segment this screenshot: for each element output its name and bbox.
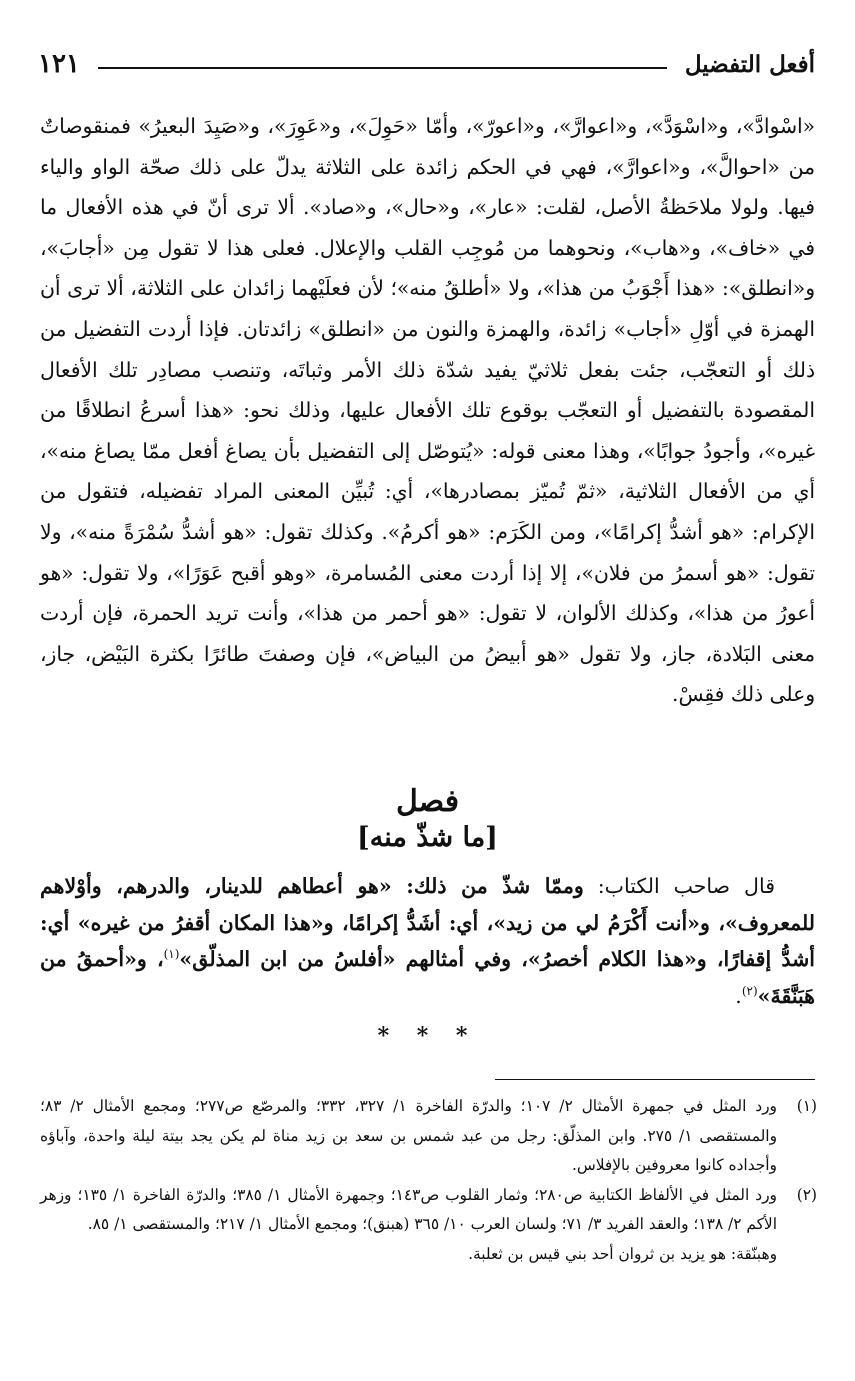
- quote-intro: قال صاحب الكتاب:: [583, 874, 775, 898]
- footnote-2: [40, 1181, 817, 1240]
- section-subtitle: [ما شذّ منه]: [357, 822, 498, 853]
- footnote-number: (٢): [796, 1185, 817, 1204]
- quote-end: .: [735, 983, 742, 1008]
- running-title: أفعل التفضيل: [684, 50, 815, 78]
- page-number: ١٢١: [38, 49, 80, 79]
- header-rule: [98, 67, 667, 69]
- quote-text: وممّا شذّ من ذلك: «هو أعطاهم للدينار، والدرهم، وأوْلاهم للمعروف»، و«أنت أَكْرَمُ لي من زيد»، أي: أشَدُّ إكرامًا، و«هذا المكان أقفرُ من غيره» أي: أشدُّ إقفارًا، و«هذا الكلام أخصرُ»، وفي أمثالهم «أفلسُ من ابن المذلّق»: [40, 874, 815, 971]
- footnote-ref-2: (٢): [741, 983, 758, 998]
- footnote-1: [40, 1092, 817, 1181]
- author-quote: [40, 868, 815, 1014]
- footnote-rule: [495, 1079, 815, 1080]
- page-header: [38, 44, 815, 84]
- footnote-2-note: وهبنّقة: هو يزيد بن ثروان أحد بني قيس بن ثعلبة.: [468, 1244, 777, 1263]
- quote-paragraph: [40, 868, 815, 1014]
- footnote-text: ورد المثل في جمهرة الأمثال ٢/ ١٠٧؛ والدرّة الفاخرة ١/ ٣٢٧، ٣٣٢؛ والمرصّع ص٢٧٧؛ ومجمع الأمثال ٢/ ٨٣؛ والمستقصى ١/ ٢٧٥. وابن المذلّق: رجل من عبد شمس بن سعد بن زيد مناة لم يكن يجد بيتة ليلة واحدة، وآباؤه وأجداده كانوا معروفين بالإفلاس.: [40, 1097, 777, 1174]
- main-text: [40, 106, 815, 715]
- section-title: فصل: [395, 784, 460, 819]
- quote-text-continued: ، و«أحمقُ من هَبَنَّقَةَ»: [40, 947, 815, 1008]
- footnote-ref-1: (١): [163, 947, 180, 962]
- footnote-number: (١): [796, 1097, 817, 1115]
- body-paragraph: «اسْوادَّ»، و«اسْوَدَّ»، و«اعوارَّ»، و«اعورّ»، وأمّا «حَوِلَ»، و«عَوِرَ»، و«صَيِدَ البعيرُ» فمنقوصاتٌ من «احوالَّ»، و«اعوارَّ»، فهي في الحكم زائدة على الثلاثة يدلّ على ذلك صحّة الواو والياء فيها. ولولا ملاحَظةُ الأصل، لقلت: «عار»، و«حال»، و«صاد». ألا ترى أنّ في هذه الأفعال ما في «خاف»، و«هاب»، ونحوهما من مُوجِب القلب والإعلال. فعلى هذا لا تقول مِن «أجابَ»، و«انطلق»: «هذا أَجْوَبُ من هذا»، ولا «أطلقُ منه»؛ لأن فعلَيْهما زائدان على الثلاثة، ألا ترى أن الهمزة في أوّلِ «أجاب» زائدة، والهمزة والنون من «انطلق» زائدتان. فإذا أردت التفضيل من ذلك أو التعجّب، جئت بفعل ثلاثيّ يفيد شدّة ذلك الأمر وثباتَه، وتنصب مصادِر تلك الأفعال المقصودة بالتفضيل أو التعجّب بوقوع تلك الأفعال عليها، وذلك نحو: «هذا أسرعُ انطلاقًا من غيره»، وأجودُ جوابًا»، وهذا معنى قوله: «يُتوصّل إلى التفضيل بأن يصاغ أفعل ممّا يصاغ منه»، أي من الأفعال الثلاثية، «ثمّ تُميّز بمصادرها»، أي: تُبيِّن المعنى المراد تفضيله، فتقول من الإكرام: «هو أشدُّ إكرامًا»، ومن الكَرَم: «هو أكرمُ». وكذلك تقول: «هو أشدُّ سُمْرَةً منه»، ولا تقول: «هو أسمرُ من فلان»، إلا إذا أردت معنى المُسامرة، «وهو أقبح عَوَرًا»، ولا تقول: «هو أعورُ من هذا»، وكذلك الألوان، لا تقول: «هو أحمر من هذا»، وأنت تريد الحمرة، فإن أردت معنى البَلادة، جاز، ولا تقول «هو أبيضُ من البياض»، فإن وصفتَ طائرًا بكثرة البَيْض، جاز، وعلى ذلك فقِسْ.: [40, 114, 815, 707]
- section-separator: * * *: [377, 1023, 478, 1049]
- footnotes: [40, 1092, 817, 1269]
- footnote-text: ورد المثل في الألفاظ الكتابية ص٢٨٠؛ وثمار القلوب ص١٤٣؛ وجمهرة الأمثال ١/ ٣٨٥؛ والدرّة الفاخرة ١/ ١٣٥؛ وزهر الأكم ٢/ ١٣٨؛ والعقد الفريد ٣/ ٧١؛ ولسان العرب ١٠/ ٣٦٥ (هبنق)؛ ومجمع الأمثال ١/ ٢١٧؛ والمستقصى ١/ ٨٥.: [40, 1185, 777, 1233]
